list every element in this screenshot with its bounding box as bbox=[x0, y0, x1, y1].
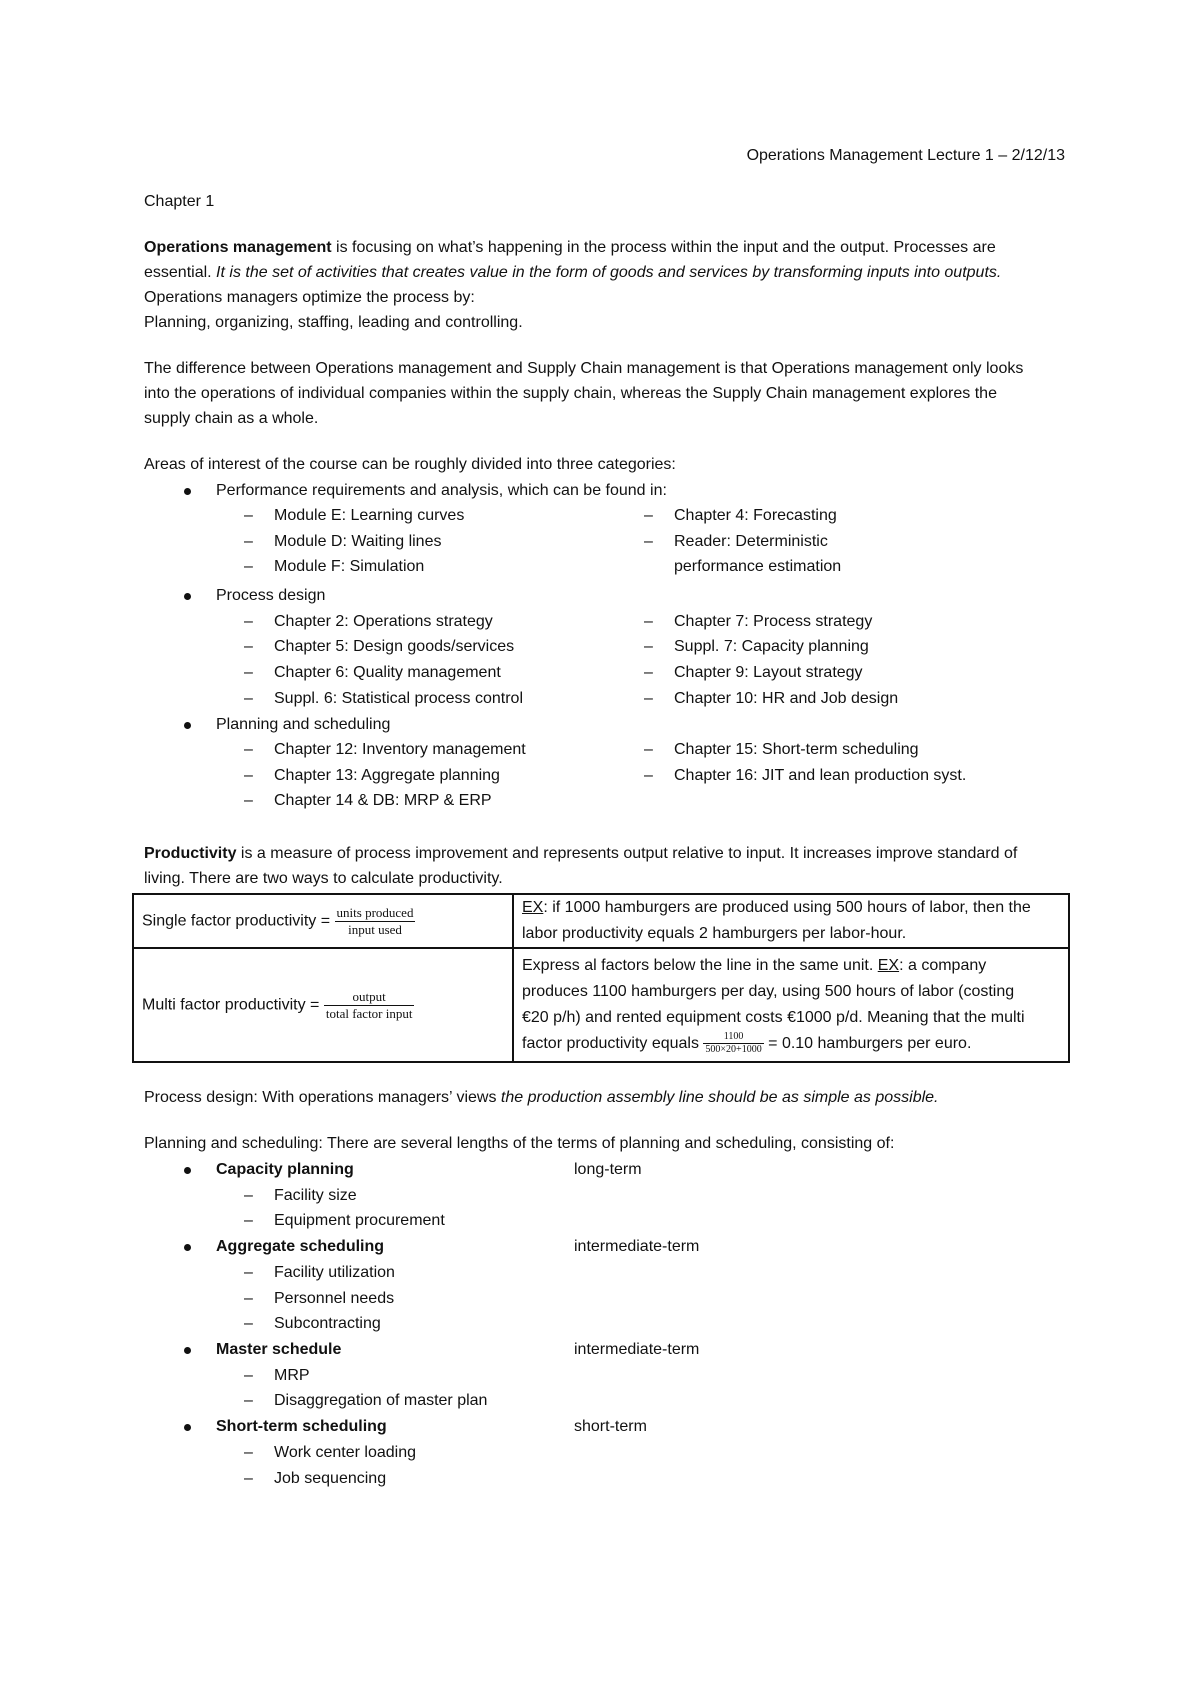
perf-right-item: Chapter 4: Forecasting bbox=[674, 507, 837, 524]
multi-factor-formula bbox=[133, 948, 513, 1062]
example-text: : a company bbox=[899, 957, 987, 974]
multi-factor-label: Multi factor productivity = bbox=[142, 996, 324, 1014]
dash-icon: – bbox=[244, 507, 253, 524]
planning-item-title: Master schedule bbox=[216, 1341, 342, 1358]
dash-icon: – bbox=[244, 741, 253, 758]
dash-icon: – bbox=[244, 690, 253, 707]
dash-icon: – bbox=[644, 690, 653, 707]
table-row bbox=[133, 894, 1069, 948]
planning-sub-item: Disaggregation of master plan bbox=[274, 1392, 488, 1409]
om-definition-line1 bbox=[144, 238, 996, 258]
dash-icon: – bbox=[644, 767, 653, 784]
dash-icon: – bbox=[244, 1290, 253, 1307]
perf-right-item: performance estimation bbox=[674, 558, 842, 575]
productivity-line2: living. There are two ways to calculate productivity. bbox=[144, 870, 503, 887]
dash-icon: – bbox=[244, 613, 253, 630]
om-definition-line2 bbox=[144, 263, 1001, 283]
planning-item-term: intermediate-term bbox=[574, 1341, 700, 1358]
bullet-icon bbox=[184, 1424, 191, 1431]
dash-icon: – bbox=[644, 507, 653, 524]
difference-line2: into the operations of individual companies within the supply chain, whereas the Supply Chain management explores the bbox=[144, 385, 997, 402]
planning-sub-item: Job sequencing bbox=[274, 1470, 387, 1487]
om-definition-line4: Planning, organizing, staffing, leading and controlling. bbox=[144, 314, 523, 331]
planning-item-title: Capacity planning bbox=[216, 1161, 354, 1178]
design-right-item: Suppl. 7: Capacity planning bbox=[674, 638, 869, 655]
om-term: Operations management bbox=[144, 239, 332, 256]
dash-icon: – bbox=[644, 533, 653, 550]
example-text: produces 1100 hamburgers per day, using 500 hours of labor (costing bbox=[522, 983, 1015, 1000]
dash-icon: – bbox=[244, 1470, 253, 1487]
dash-icon: – bbox=[244, 1444, 253, 1461]
productivity-text: is a measure of process improvement and represents output relative to input. It increases improve standard of bbox=[236, 845, 1018, 862]
fraction-denominator: input used bbox=[348, 921, 402, 937]
design-right-item: Chapter 9: Layout strategy bbox=[674, 664, 863, 681]
planning-item-term: short-term bbox=[574, 1418, 647, 1435]
fraction-numerator: 1100 bbox=[703, 1031, 763, 1044]
dash-icon: – bbox=[244, 767, 253, 784]
productivity-term: Productivity bbox=[144, 845, 237, 862]
planning-sub-item: Subcontracting bbox=[274, 1315, 381, 1332]
multi-factor-fraction bbox=[324, 989, 415, 1022]
bullet-icon bbox=[184, 722, 191, 729]
bullet-icon bbox=[184, 488, 191, 495]
planning-sub-item: Personnel needs bbox=[274, 1290, 395, 1307]
table-row bbox=[133, 948, 1069, 1062]
example-text: labor productivity equals 2 hamburgers per labor-hour. bbox=[522, 925, 907, 942]
dash-icon: – bbox=[244, 792, 253, 809]
design-right-item: Chapter 10: HR and Job design bbox=[674, 690, 899, 707]
dash-icon: – bbox=[244, 1367, 253, 1384]
productivity-table bbox=[132, 893, 1070, 1063]
example-text: : if 1000 hamburgers are produced using 500 hours of labor, then the bbox=[543, 899, 1031, 916]
dash-icon: – bbox=[244, 638, 253, 655]
category-planning-title: Planning and scheduling bbox=[216, 716, 391, 733]
plan-right-item: Chapter 16: JIT and lean production syst. bbox=[674, 767, 967, 784]
dash-icon: – bbox=[644, 613, 653, 630]
plan-left-item: Chapter 12: Inventory management bbox=[274, 741, 526, 758]
fraction-denominator: 500×20+1000 bbox=[705, 1044, 762, 1056]
dash-icon: – bbox=[244, 1212, 253, 1229]
perf-left-item: Module F: Simulation bbox=[274, 558, 425, 575]
om-definition-line3: Operations managers optimize the process by: bbox=[144, 289, 475, 306]
example-tag: EX bbox=[877, 957, 900, 974]
dash-icon: – bbox=[244, 664, 253, 681]
perf-left-item: Module D: Waiting lines bbox=[274, 533, 442, 550]
planning-item-term: long-term bbox=[574, 1161, 642, 1178]
dash-icon: – bbox=[244, 533, 253, 550]
planning-item-term: intermediate-term bbox=[574, 1238, 700, 1255]
planning-item-title: Short-term scheduling bbox=[216, 1418, 387, 1435]
fraction-numerator: units produced bbox=[336, 904, 414, 920]
dash-icon: – bbox=[244, 1264, 253, 1281]
difference-line1: The difference between Operations management and Supply Chain management is that Operations management only looks bbox=[144, 360, 1024, 377]
planning-sub-item: Work center loading bbox=[274, 1444, 416, 1461]
dash-icon: – bbox=[644, 638, 653, 655]
om-def-essential: essential. bbox=[144, 264, 217, 281]
design-left-item: Suppl. 6: Statistical process control bbox=[274, 690, 524, 707]
dash-icon: – bbox=[244, 1392, 253, 1409]
example-text: Express al factors below the line in the same unit. bbox=[522, 957, 878, 974]
process-design-paragraph bbox=[144, 1088, 938, 1108]
design-left-item: Chapter 6: Quality management bbox=[274, 664, 501, 681]
planning-intro: Planning and scheduling: There are several lengths of the terms of planning and scheduling, consisting of: bbox=[144, 1135, 895, 1152]
planning-sub-item: MRP bbox=[274, 1367, 310, 1384]
bullet-icon bbox=[184, 1167, 191, 1174]
design-right-item: Chapter 7: Process strategy bbox=[674, 613, 873, 630]
difference-line3: supply chain as a whole. bbox=[144, 410, 319, 427]
om-definition-text: is focusing on what’s happening in the process within the input and the output. Processes are bbox=[331, 239, 996, 256]
process-design-italic: the production assembly line should be as simple as possible. bbox=[500, 1089, 939, 1106]
single-factor-fraction bbox=[335, 905, 416, 938]
perf-right-item: Reader: Deterministic bbox=[674, 533, 828, 550]
bullet-icon bbox=[184, 1347, 191, 1354]
multi-example-fraction bbox=[703, 1031, 763, 1056]
category-performance-title: Performance requirements and analysis, which can be found in: bbox=[216, 482, 667, 499]
plan-left-item: Chapter 14 & DB: MRP & ERP bbox=[274, 792, 492, 809]
design-left-item: Chapter 2: Operations strategy bbox=[274, 613, 493, 630]
dash-icon: – bbox=[244, 1187, 253, 1204]
single-factor-formula bbox=[133, 894, 513, 948]
fraction-denominator: total factor input bbox=[325, 1005, 413, 1021]
perf-left-item: Module E: Learning curves bbox=[274, 507, 465, 524]
example-text: €20 p/h) and rented equipment costs €1000 p/d. Meaning that the multi bbox=[522, 1009, 1025, 1026]
areas-intro: Areas of interest of the course can be roughly divided into three categories: bbox=[144, 456, 676, 473]
planning-sub-item: Facility utilization bbox=[274, 1264, 395, 1281]
page-header: Operations Management Lecture 1 – 2/12/13 bbox=[746, 147, 1065, 164]
multi-factor-example bbox=[513, 948, 1069, 1062]
planning-sub-item: Equipment procurement bbox=[274, 1212, 445, 1229]
planning-sub-item: Facility size bbox=[274, 1187, 357, 1204]
plan-right-item: Chapter 15: Short-term scheduling bbox=[674, 741, 919, 758]
dash-icon: – bbox=[244, 558, 253, 575]
dash-icon: – bbox=[644, 741, 653, 758]
fraction-numerator: output bbox=[324, 989, 415, 1006]
design-left-item: Chapter 5: Design goods/services bbox=[274, 638, 515, 655]
process-design-text: Process design: With operations managers’ views bbox=[144, 1089, 501, 1106]
dash-icon: – bbox=[244, 1315, 253, 1332]
single-factor-label: Single factor productivity = bbox=[142, 912, 335, 930]
productivity-line1 bbox=[144, 844, 1017, 864]
category-design-title: Process design bbox=[216, 587, 326, 604]
plan-left-item: Chapter 13: Aggregate planning bbox=[274, 767, 500, 784]
example-text: factor productivity equals bbox=[522, 1035, 704, 1052]
chapter-heading: Chapter 1 bbox=[144, 193, 215, 210]
example-tag: EX bbox=[522, 899, 544, 916]
example-text: = 0.10 hamburgers per euro. bbox=[763, 1035, 972, 1052]
om-def-italic: It is the set of activities that creates value in the form of goods and services by transforming inputs into outputs. bbox=[216, 264, 1002, 281]
bullet-icon bbox=[184, 1244, 191, 1251]
single-factor-example bbox=[513, 894, 1069, 948]
dash-icon: – bbox=[644, 664, 653, 681]
bullet-icon bbox=[184, 593, 191, 600]
planning-item-title: Aggregate scheduling bbox=[216, 1238, 385, 1255]
